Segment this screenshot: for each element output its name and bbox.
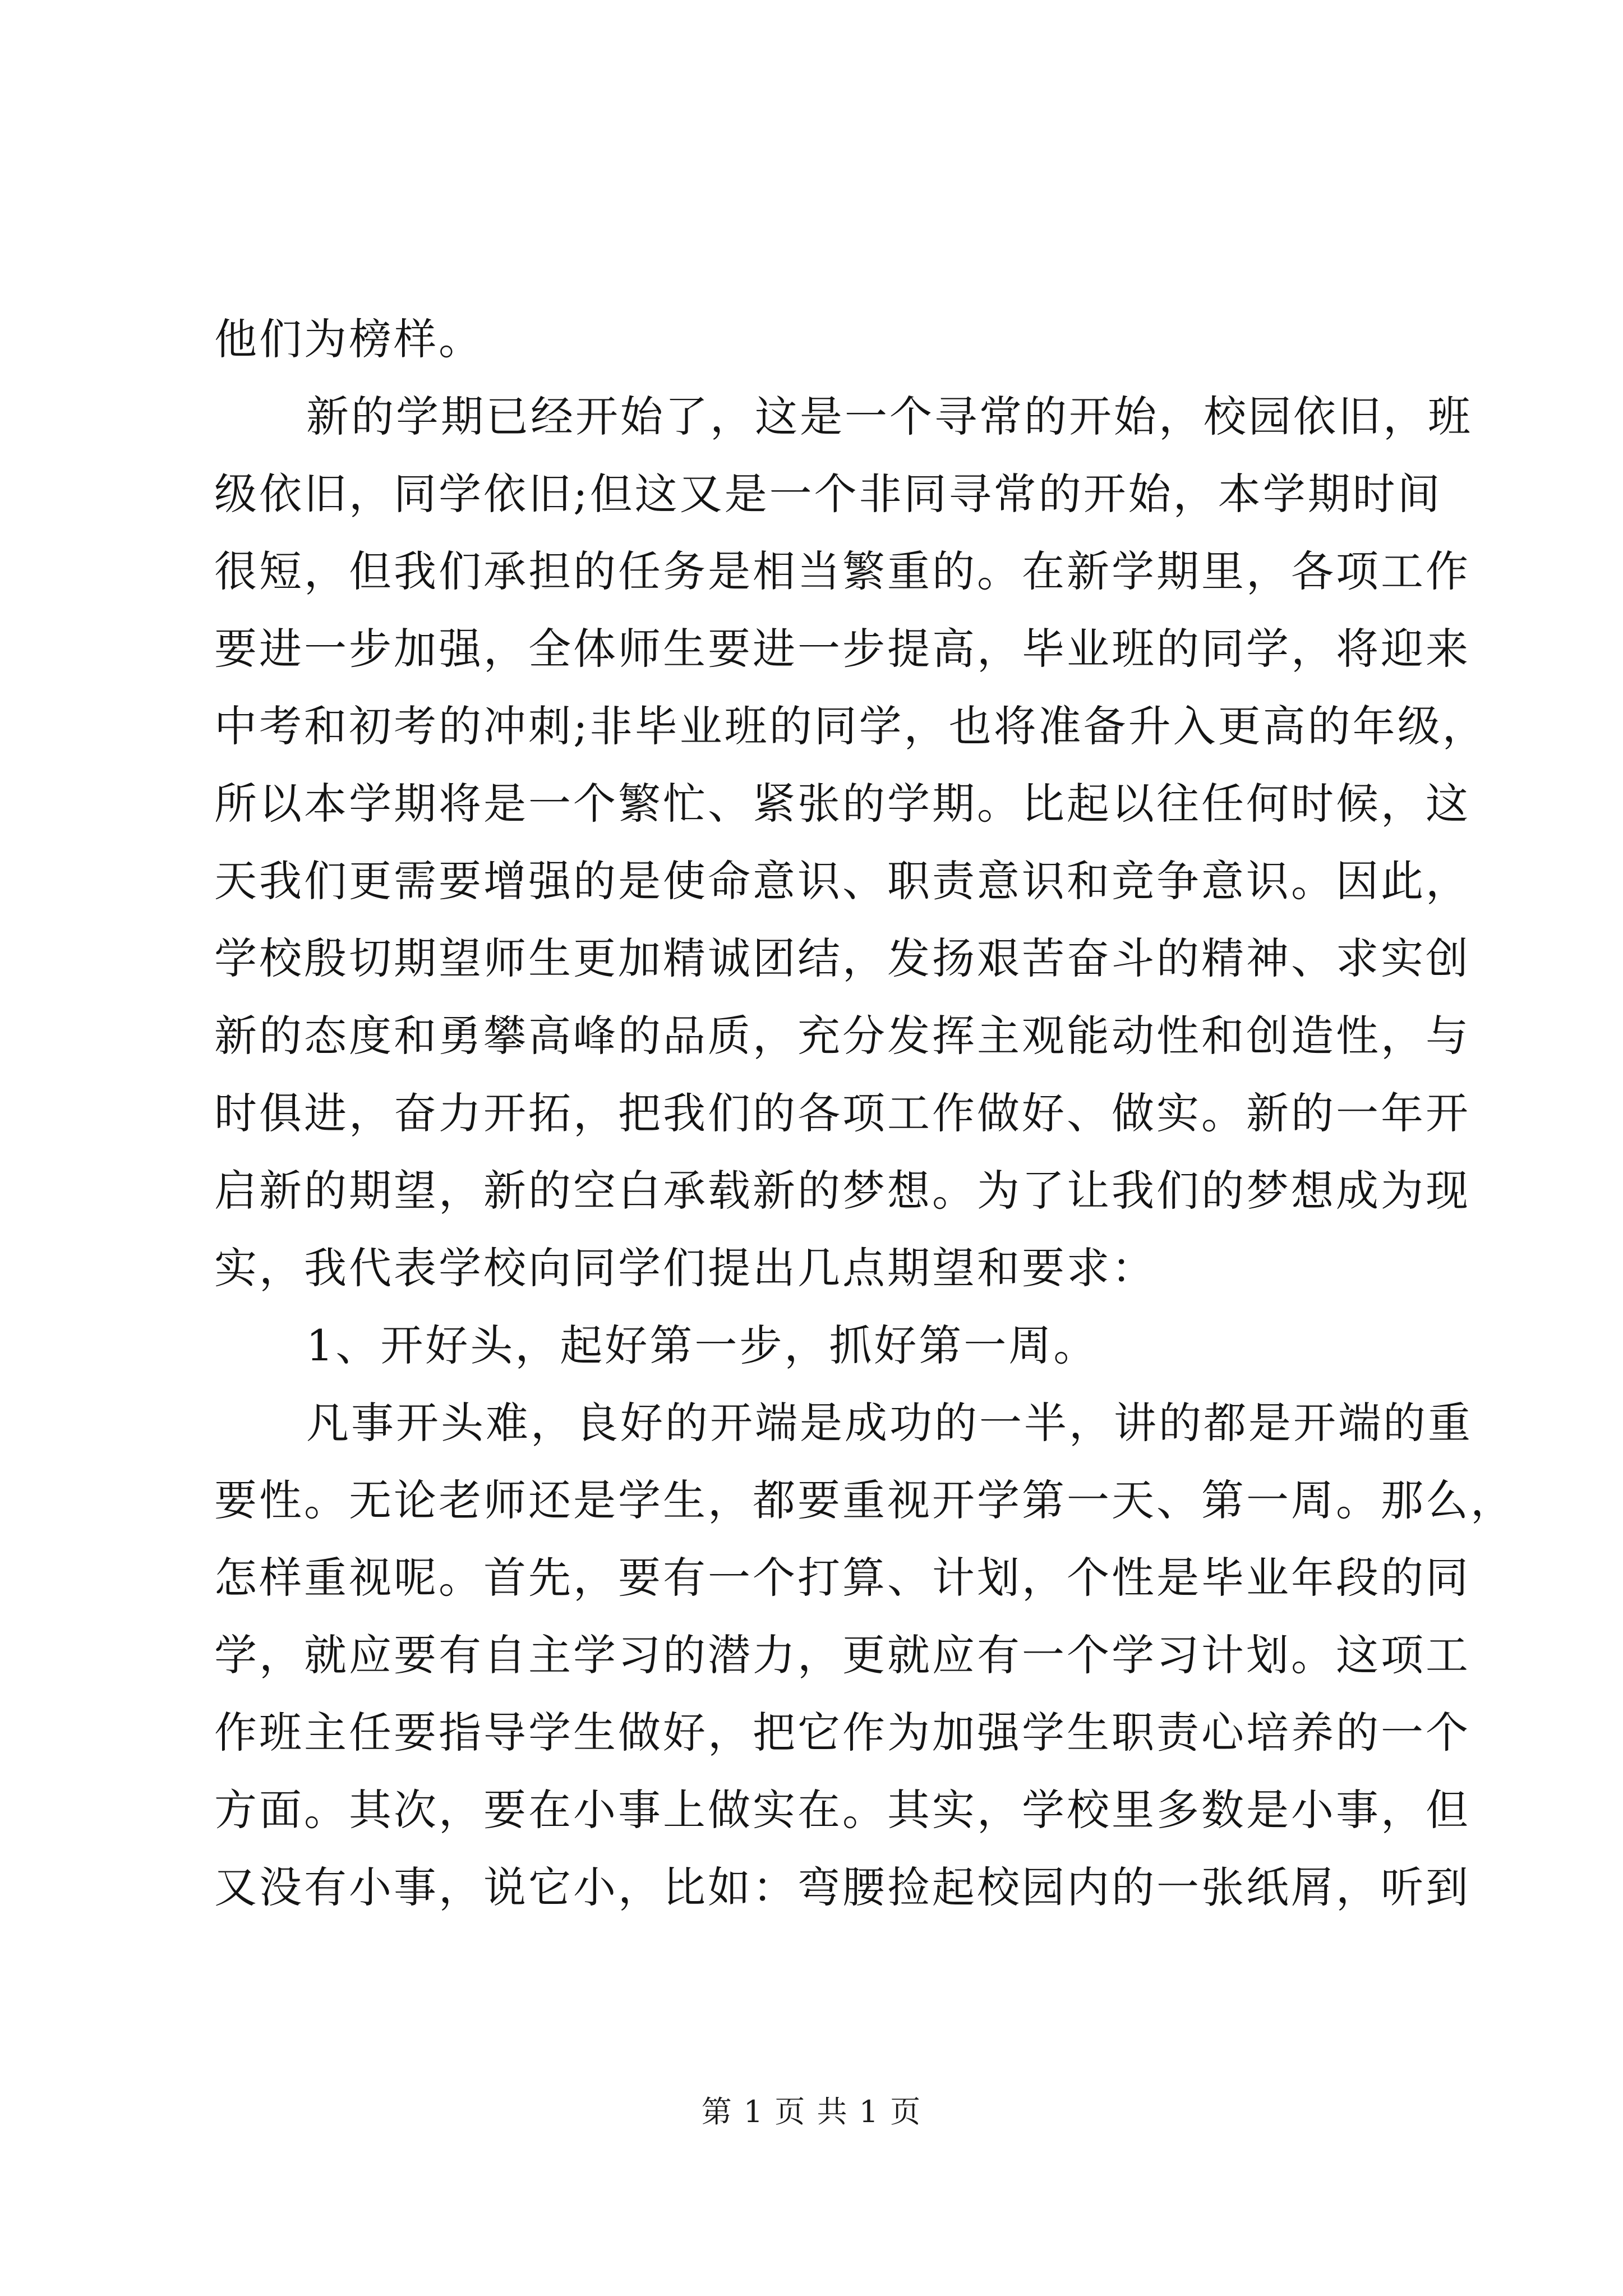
text-line-18: 学，就应要有自主学习的潜力，更就应有一个学习计划。这项工 xyxy=(214,1630,1470,1680)
text-line-21: 又没有小事，说它小，比如：弯腰捡起校园内的一张纸屑，听到 xyxy=(214,1862,1470,1912)
text-line-15: 凡事开头难，良好的开端是成功的一半，讲的都是开端的重 xyxy=(306,1398,1473,1448)
text-line-20: 方面。其次，要在小事上做实在。其实，学校里多数是小事，但 xyxy=(214,1785,1470,1835)
text-line-17: 怎样重视呢。首先，要有一个打算、计划，个性是毕业年段的同 xyxy=(214,1553,1470,1603)
text-line-19: 作班主任要指导学生做好，把它作为加强学生职责心培养的一个 xyxy=(214,1708,1470,1757)
text-line-13: 实，我代表学校向同学们提出几点期望和要求： xyxy=(214,1243,1156,1293)
text-line-10: 新的态度和勇攀高峰的品质，充分发挥主观能动性和创造性，与 xyxy=(214,1011,1470,1061)
text-line-12: 启新的期望，新的空白承载新的梦想。为了让我们的梦想成为现 xyxy=(214,1166,1470,1216)
text-line-16: 要性。无论老师还是学生，都要重视开学第一天、第一周。那么， xyxy=(214,1475,1515,1525)
text-line-14: 1、开好头，起好第一步，抓好第一周。 xyxy=(306,1320,1099,1370)
text-line-11: 时俱进，奋力开拓，把我们的各项工作做好、做实。新的一年开 xyxy=(214,1088,1470,1138)
text-line-4: 很短，但我们承担的任务是相当繁重的。在新学期里，各项工作 xyxy=(214,546,1470,596)
text-line-5: 要进一步加强，全体师生要进一步提高，毕业班的同学，将迎来 xyxy=(214,624,1470,674)
text-line-9: 学校殷切期望师生更加精诚团结，发扬艰苦奋斗的精神、求实创 xyxy=(214,933,1470,983)
text-line-3: 级依旧，同学依旧;但这又是一个非同寻常的开始，本学期时间 xyxy=(214,469,1442,519)
text-line-2: 新的学期已经开始了，这是一个寻常的开始，校园依旧，班 xyxy=(306,392,1473,441)
page-footer: 第 1 页 共 1 页 xyxy=(701,2094,922,2129)
document-body xyxy=(214,301,1515,1926)
text-line-7: 所以本学期将是一个繁忙、紧张的学期。比起以往任何时候，这 xyxy=(214,779,1470,829)
text-line-6: 中考和初考的冲刺;非毕业班的同学，也将准备升入更高的年级， xyxy=(214,701,1487,751)
text-line-1: 他们为榜样。 xyxy=(214,314,483,364)
text-line-8: 天我们更需要增强的是使命意识、职责意识和竞争意识。因此， xyxy=(214,856,1470,906)
